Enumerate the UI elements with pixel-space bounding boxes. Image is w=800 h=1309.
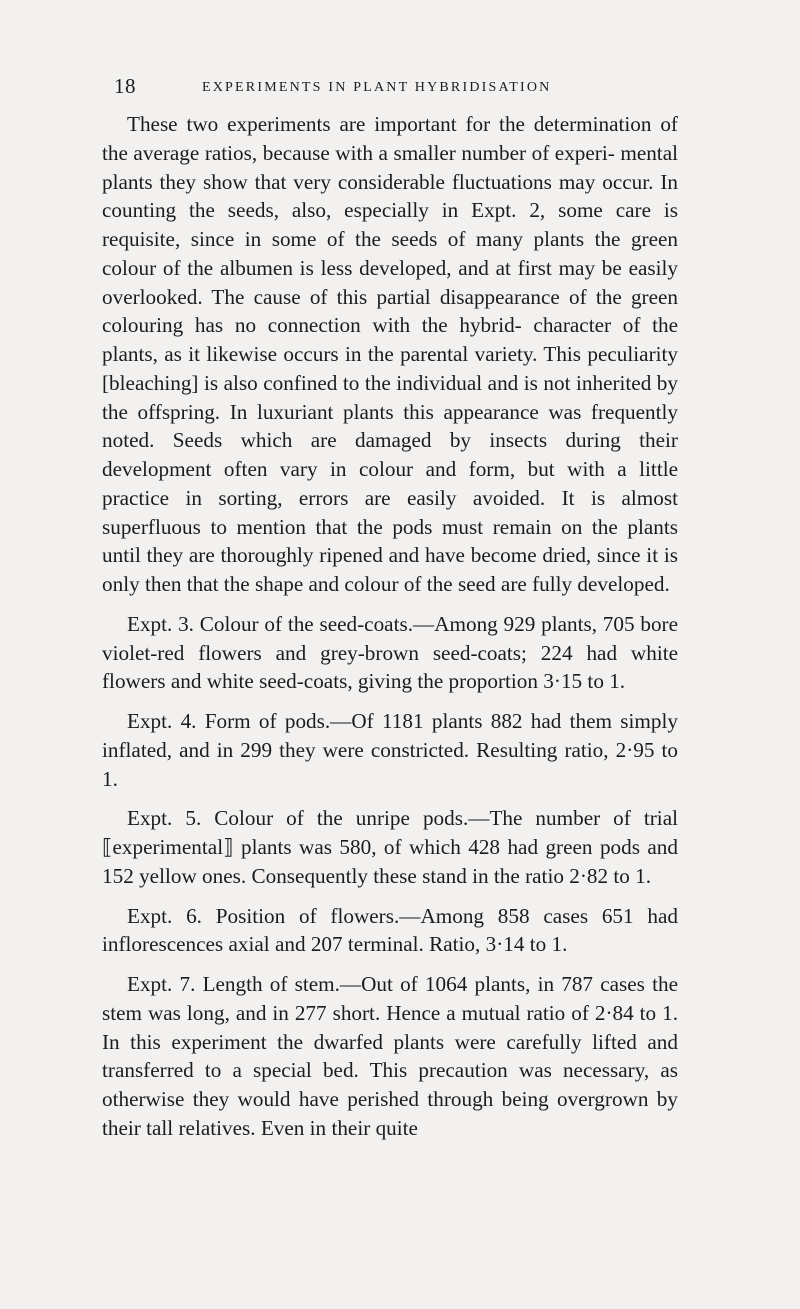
paragraph-expt-7: Expt. 7. Length of stem.—Out of 1064 plants, in 787 cases the stem was long, and in 277 short. Hence a mutual ratio of 2·84 to 1. In this experiment the dwarfed plants were carefully lifted and transferred to a special bed. This precaution was necessary, as otherwise they would have perished through being overgrown by their tall relatives. Even in their quite [102, 972, 678, 1140]
paragraph-expt-3: Expt. 3. Colour of the seed-coats.—Among 929 plants, 705 bore violet-red flowers and grey-brown seed-coats; 224 had white flowers and white seed-coats, giving the proportion 3·15 to 1. [102, 611, 678, 694]
page-header [114, 72, 674, 102]
paragraph-expt-6: Expt. 6. Position of flowers.—Among 858 cases 651 had inflorescences axial and 207 terminal. Ratio, 3·14 to 1. [102, 903, 678, 957]
running-head: EXPERIMENTS IN PLANT HYBRIDISATION [202, 80, 552, 95]
paragraph-expt-4: Expt. 4. Form of pods.—Of 1181 plants 882 had them simply inflated, and in 299 they were constricted. Resulting ratio, 2·95 to 1. [102, 709, 678, 791]
paragraph-fluctuations: These two experiments are important for the determination of the average ratios, because with a smaller number of experi- mental plants they show that very considerable fluctuations may occur. In counting the seeds, also, especially in Expt. 2, some care is requisite, since in some of the seeds of many plants the green colour of the albumen is less developed, and at first may be easily overlooked. The cause of this partial disappearance of the green colouring has no connection with the hybrid- character of the plants, as it likewise occurs in the parental variety. This peculiarity [bleaching] is also confined to the individual and is not inherited by the offspring. In luxuriant plants this appearance was frequently noted. Seeds which are damaged by insects during their development often vary in colour and form, but with a little practice in sorting, errors are easily avoided. It is almost superfluous to mention that the pods must remain on the plants until they are thoroughly ripened and have become dried, since it is only then that the shape and colour of the seed are fully developed. [102, 112, 678, 596]
paragraph-expt-5: Expt. 5. Colour of the unripe pods.—The number of trial ⟦experimental⟧ plants was 580, of which 428 had green pods and 152 yellow ones. Consequently these stand in the ratio 2·82 to 1. [102, 806, 678, 888]
body-text [102, 110, 678, 1143]
page-number: 18 [114, 74, 136, 98]
